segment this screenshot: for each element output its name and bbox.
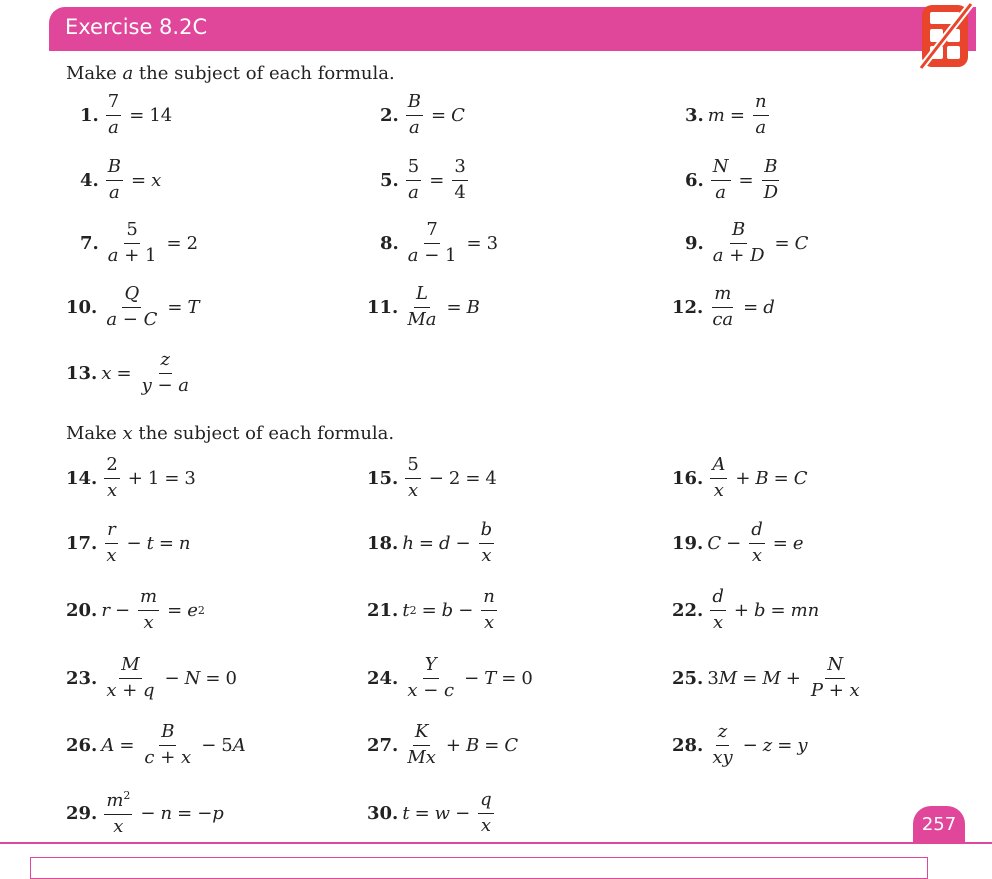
question-17: 17. $\frac{r}{x}$ − t = n xyxy=(66,519,191,566)
question-10: 10. $\frac{Q}{a - C}$ = T xyxy=(66,283,200,330)
instruction-make-x: Make x the subject of each formula. xyxy=(66,423,395,444)
question-20: 20. r − $\frac{m}{x}$ = e 2 xyxy=(66,586,205,633)
question-23: 23. $\frac{M}{x + q}$ − N = 0 xyxy=(66,654,237,701)
question-15: 15. $\frac{5}{x}$ − 2 = 4 xyxy=(367,454,497,501)
question-28: 28. $\frac{z}{xy}$ − z = y xyxy=(672,721,808,768)
question-29: 29. $\frac{m^2}{x}$ − n = − p xyxy=(66,789,224,837)
page-number: 257 xyxy=(913,806,965,842)
footer-box xyxy=(30,857,928,879)
question-11: 11. $\frac{L}{Ma}$ = B xyxy=(367,283,480,330)
footer-rule xyxy=(0,842,992,844)
question-8: 8. $\frac{7}{a - 1}$ = 3 xyxy=(380,219,499,266)
question-6: 6. $\frac{N}{a}$ = $\frac{B}{D}$ xyxy=(685,156,779,203)
question-26: 26. A = $\frac{B}{c + x}$ − 5 A xyxy=(66,721,246,768)
question-7: 7. $\frac{5}{a + 1}$ = 2 xyxy=(80,219,199,266)
question-2: 2. $\frac{B}{a}$ = C xyxy=(380,91,465,138)
question-4: 4. $\frac{B}{a}$ = x xyxy=(80,156,162,203)
question-27: 27. $\frac{K}{Mx}$ + B = C xyxy=(367,721,519,768)
instruction-make-a: Make a the subject of each formula. xyxy=(66,63,395,84)
question-30: 30. t = w − $\frac{q}{x}$ xyxy=(367,789,492,836)
question-12: 12. $\frac{m}{ca}$ = d xyxy=(672,283,775,330)
question-24: 24. $\frac{Y}{x - c}$ − T = 0 xyxy=(367,654,533,701)
question-1: 1. $\frac{7}{a}$ = 14 xyxy=(80,91,173,138)
question-3: 3. m = $\frac{n}{a}$ xyxy=(685,91,767,138)
question-18: 18. h = d − $\frac{b}{x}$ xyxy=(367,519,493,566)
question-19: 19. C − $\frac{d}{x}$ = e xyxy=(672,519,804,566)
question-5: 5. $\frac{5}{a}$ = $\frac{3}{4}$ xyxy=(380,156,466,203)
question-22: 22. $\frac{d}{x}$ + b = mn xyxy=(672,586,820,633)
question-21: 21. t 2 = b − $\frac{n}{x}$ xyxy=(367,586,495,633)
no-calculator-icon xyxy=(919,2,973,70)
exercise-header xyxy=(49,7,976,51)
question-16: 16. $\frac{A}{x}$ + B = C xyxy=(672,454,808,501)
question-25: 25. 3 M = M + $\frac{N}{P + x}$ xyxy=(672,654,860,701)
exercise-title: Exercise 8.2C xyxy=(65,15,208,39)
question-13: 13. x = $\frac{z}{y - a}$ xyxy=(66,349,190,396)
question-14: 14. $\frac{2}{x}$ + 1 = 3 xyxy=(66,454,196,501)
question-9: 9. $\frac{B}{a + D}$ = C xyxy=(685,219,809,266)
